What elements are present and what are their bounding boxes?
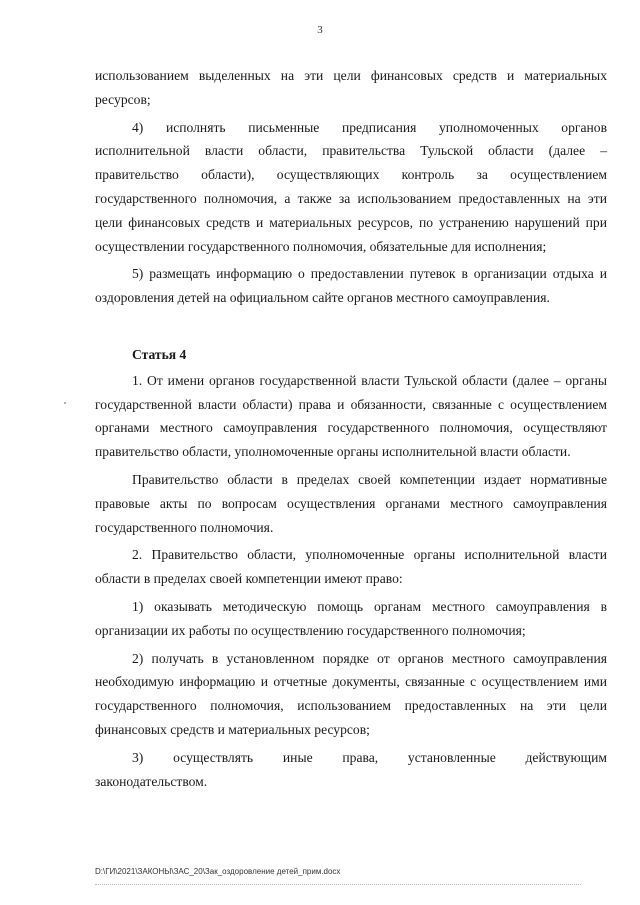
paragraph-continuation: использованием выделенных на эти цели финансовых средств и материальных ресурсов; [95,68,607,107]
paragraph-right-3-tail: законодательством. [95,773,208,789]
paragraph-item-4: 4) исполнять письменные предписания уполномоченных органов исполнительной власти области, правительства Тульской области (далее – правительство области), осуществляющих контроль за осуществлением государственного полномочия, а также за использованием предоставленных на эти цели финансовых средств и материальных ресурсов, по устранению нарушений при осуществлении государственного полномочия, обязательные для исполнения; [95,119,607,254]
word: осуществлять [173,749,254,765]
article-heading: Статья 4 [132,346,187,362]
paragraph-article-4-part-1: 1. От имени органов государственной власти Тульской области (далее – органы государственной власти области) права и обязанности, связанные с осуществлением органами местного самоуправления государственного полномочия, осуществляют правительство области, уполномоченные органы исполнительной власти области. [95,372,607,460]
scan-speck [64,402,66,404]
word: действующим [525,749,607,765]
paragraph-item-5: 5) размещать информацию о предоставлении путевок в организации отдыха и оздоровления детей на официальном сайте органов местного самоуправления. [95,266,607,306]
paragraph-right-2: 2) получать в установленном порядке от органов местного самоуправления необходимую информацию и отчетные документы, связанные с осуществлением ими государственного полномочия, использованием предоставленных на эти цели финансовых средств и материальных ресурсов; [95,650,607,737]
word: иные [282,749,313,765]
page-number: 3 [317,24,323,36]
paragraph-right-1: 1) оказывать методическую помощь органам местного самоуправления в организации их работы по осуществлению государственного полномочия; [95,598,607,638]
word: права, [342,749,379,765]
paragraph-article-4-part-2: 2. Правительство области, уполномоченные органы исполнительной власти области в пределах своей компетенции имеют право: [95,547,607,587]
scan-artifact-line [95,884,581,885]
word: 3) [132,749,144,765]
document-body [95,64,607,793]
paragraph-right-3-first-line [95,746,607,770]
word: установленные [407,749,496,765]
footer-file-path: D:\ГИ\2021\ЗАКОНЫ\ЗАС_20\Зак_оздоровление детей_прим.docx [95,867,341,876]
paragraph-government-acts: Правительство области в пределах своей компетенции издает нормативные правовые акты по вопросам осуществления органами местного самоуправления государственного полномочия. [95,471,607,535]
